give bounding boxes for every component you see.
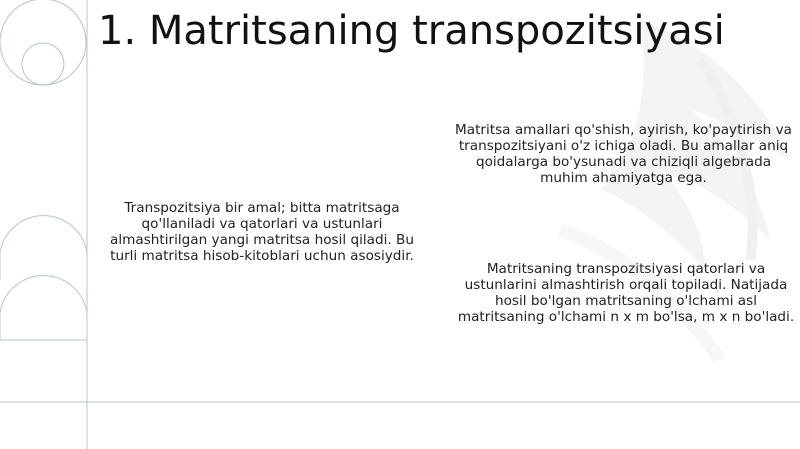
paragraph-right-top: Matritsa amallari qo'shish, ayirish, ko'paytirish va transpozitsiyani o'z ichiga oladi. Bu amallar aniq qoidalarga bo'ysunadi va chiziqli algebrada muhim ahamiyatga ega. xyxy=(455,122,792,186)
paragraph-left: Transpozitsiya bir amal; bitta matritsaga qo'llaniladi va qatorlari va ustunlari almashtirilgan yangi matritsa hosil qiladi. Bu turli matritsa hisob-kitoblari uchun asosiydir. xyxy=(110,200,414,264)
decor-circle-small xyxy=(22,43,64,85)
decor-arch-upper xyxy=(0,216,87,280)
slide-title: 1. Matritsaning transpozitsiyasi xyxy=(98,8,725,54)
paragraph-right-bottom: Matritsaning transpozitsiyasi qatorlari va ustunlarini almashtirish orqali topiladi. Natijada hosil bo'lgan matritsaning o'lchami asl matritsaning o'lchami n x m bo'lsa, m x n bo'ladi. xyxy=(457,261,795,325)
decor-arch-lower xyxy=(0,276,87,340)
